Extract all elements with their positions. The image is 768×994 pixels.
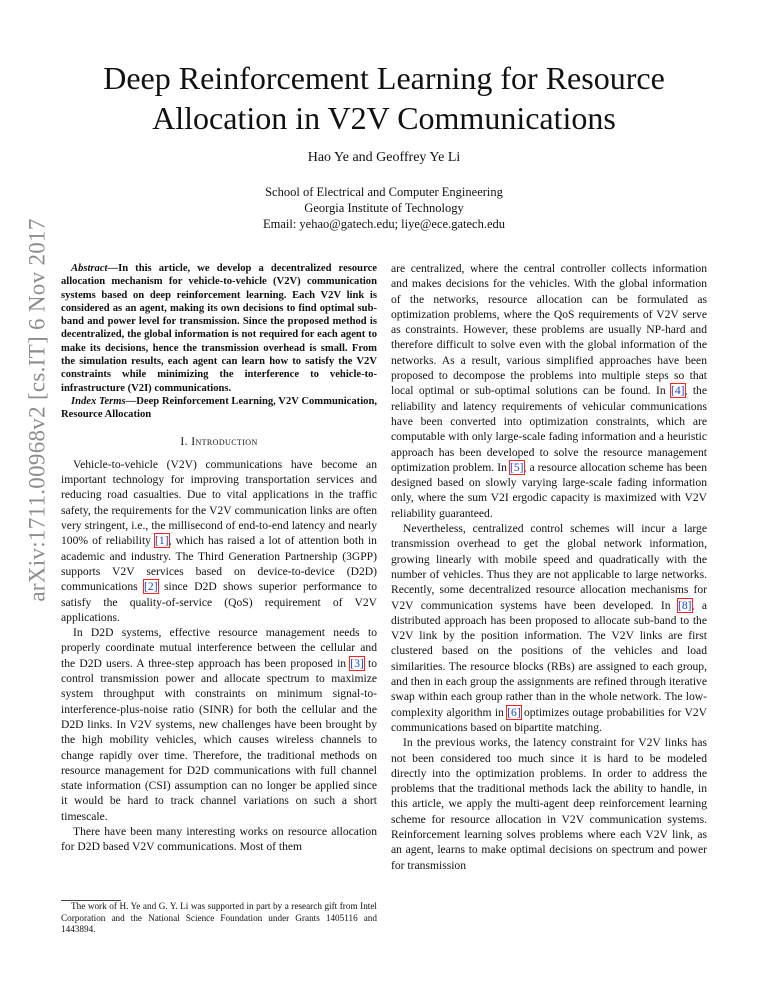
section-numeral: I.	[180, 434, 192, 448]
right-column	[391, 261, 707, 873]
intro-paragraph-2	[61, 625, 377, 824]
arxiv-identifier-stamp	[18, 200, 58, 620]
index-terms	[61, 395, 377, 422]
text-run: since D2D shows superior performance to satisfy the quality-of-service (QoS) requirement of V2V applications.	[61, 580, 377, 624]
index-terms-text: —Deep Reinforcement Learning, V2V Communication, Resource Allocation	[61, 395, 377, 421]
text-run: , the reliability and latency requirements of vehicular communications have been converted into optimization constraints, which are computable with only large-scale fading information and a heuristic approach has been developed to solve the resource management optimization problem. In	[391, 384, 707, 474]
left-column	[61, 262, 377, 855]
text-run: , a resource allocation scheme has been designed based on slowly varying large-scale fading information only, where the sum V2I ergodic capacity is maximized with V2V reliability guaranteed.	[391, 460, 707, 520]
affiliation-block	[60, 184, 708, 232]
affiliation-email: Email: yehao@gatech.edu; liye@ece.gatech.edu	[262, 217, 505, 231]
text-run: In D2D systems, effective resource management needs to properly coordinate mutual interference between the cellular and the D2D users. A three-step approach has been proposed in	[61, 626, 377, 670]
section-heading-introduction	[61, 434, 377, 449]
affiliation-institute: Georgia Institute of Technology	[304, 201, 464, 215]
citation-link-8[interactable]: [8]	[678, 598, 692, 612]
citation-link-6[interactable]: [6]	[507, 705, 521, 719]
abstract-label: Abstract	[71, 263, 108, 274]
affiliation-department: School of Electrical and Computer Engineering	[265, 185, 503, 199]
text-run: to control transmission power and allocate spectrum to maximize system throughput with constraints on minimum signal-to-interference-plus-noise ratio (SINR) for both the cellular and the D2D links. In V2V systems, new challenges have been brought by the high mobility vehicles, which causes wireless channels to change rapidly over time. Therefore, the traditional methods on resource management for D2D communications with full channel state information (CSI) assumption can no longer be applied since it would be hard to track channel variations on such a short timescale.	[61, 656, 378, 823]
citation-link-5[interactable]: [5]	[509, 460, 524, 474]
text-run: Nevertheless, centralized control schemes will incur a large transmission overhead to get the global network information, growing linearly with mobile speed and quadratically with the number of vehicles. Thus they are not applicable to large networks. Recently, some decentralized resource allocation mechanisms for V2V communication systems have been developed. In	[391, 522, 707, 612]
title-line-1: Deep Reinforcement Learning for Resource	[103, 60, 665, 96]
section-title: Introduction	[191, 434, 258, 448]
text-run: Vehicle-to-vehicle (V2V) communications have become an important technology for improving transportation services and reducing road casualties. Due to vital applications in the traffic safety, the requirements for the V2V communication links are often very stringent, i.e., the millisecond of end-to-end latency and nearly 100% of reliability	[61, 457, 377, 548]
citation-link-4[interactable]: [4]	[671, 384, 685, 398]
abstract-text: —In this article, we develop a decentralized resource allocation mechanism for vehicle-to-vehicle (V2V) communication systems based on deep reinforcement learning. Each V2V link is considered as an agent, making its own decisions to find optimal sub-band and power level for transmission. Since the proposed method is decentralized, the global information is not required for each agent to make its decisions, hence the transmission overhead is small. From the simulation results, each agent can learn how to satisfy the V2V constraints while minimizing the interference to vehicle-to-infrastructure (V2I) communications.	[61, 263, 377, 394]
citation-link-1[interactable]: [1]	[155, 534, 169, 548]
text-run: are centralized, where the central controller collects information and makes decisions for the vehicles. With the global information of the networks, resource allocation can be formulated as optimization problems, where the QoS requirements of V2V serve as constraints. However, these problems are usually NP-hard and therefore difficult to solve even with the global information of the networks. As a result, various simplified approaches have been proposed to decompose the problems into multiple steps so that local optimal or sub-optimal solutions can be found. In	[391, 262, 707, 398]
text-run: , which has raised a lot of attention both in academic and industry. The Third Generation Partnership (3GPP) supports V2V services based on device-to-device (D2D) communications	[61, 534, 377, 594]
intro-paragraph-1	[61, 457, 377, 625]
abstract	[61, 262, 377, 395]
arxiv-identifier: arXiv:1711.00968v2 [cs.IT] 6 Nov 2017	[25, 218, 50, 602]
index-terms-label: Index Terms	[71, 395, 126, 407]
paper-title	[60, 58, 708, 138]
author-list: Hao Ye and Geoffrey Ye Li	[307, 150, 461, 165]
intro-paragraph-3: There have been many interesting works on resource allocation for D2D based V2V communications. Most of them	[61, 824, 377, 854]
citation-link-3[interactable]: [3]	[350, 656, 364, 670]
intro-paragraph-5: In the previous works, the latency constraint for V2V links has not been considered too much since it is hard to be modeled directly into the optimization problems. In order to address the problems that the traditional methods lack the ability to handle, in this article, we apply the multi-agent deep reinforcement learning scheme for resource allocation in V2V communication systems. Reinforcement learning solves problems where each V2V link, as an agent, learns to make optimal decisions on spectrum and power for transmission	[391, 736, 707, 872]
text-run: optimizes outage probabilities for V2V communications based on bipartite matching.	[391, 705, 707, 734]
text-run: , a distributed approach has been proposed to allocate sub-band to the V2V link by the position information. The V2V links are first clustered based on the positions of the vehicles and load similarities. The resource blocks (RBs) are assigned to each group, and then in each group the assignments are refined through iterative swap within each group rather than in the whole network. The low-complexity algorithm in	[391, 598, 707, 719]
intro-paragraph-3-continued	[391, 261, 707, 521]
intro-paragraph-4	[391, 521, 707, 735]
funding-footnote: The work of H. Ye and G. Y. Li was supported in part by a research gift from Intel Corporation and the National Science Foundation under Grants 1405116 and 1443894.	[61, 901, 377, 935]
citation-link-2[interactable]: [2]	[144, 580, 158, 594]
title-line-2: Allocation in V2V Communications	[152, 100, 616, 136]
